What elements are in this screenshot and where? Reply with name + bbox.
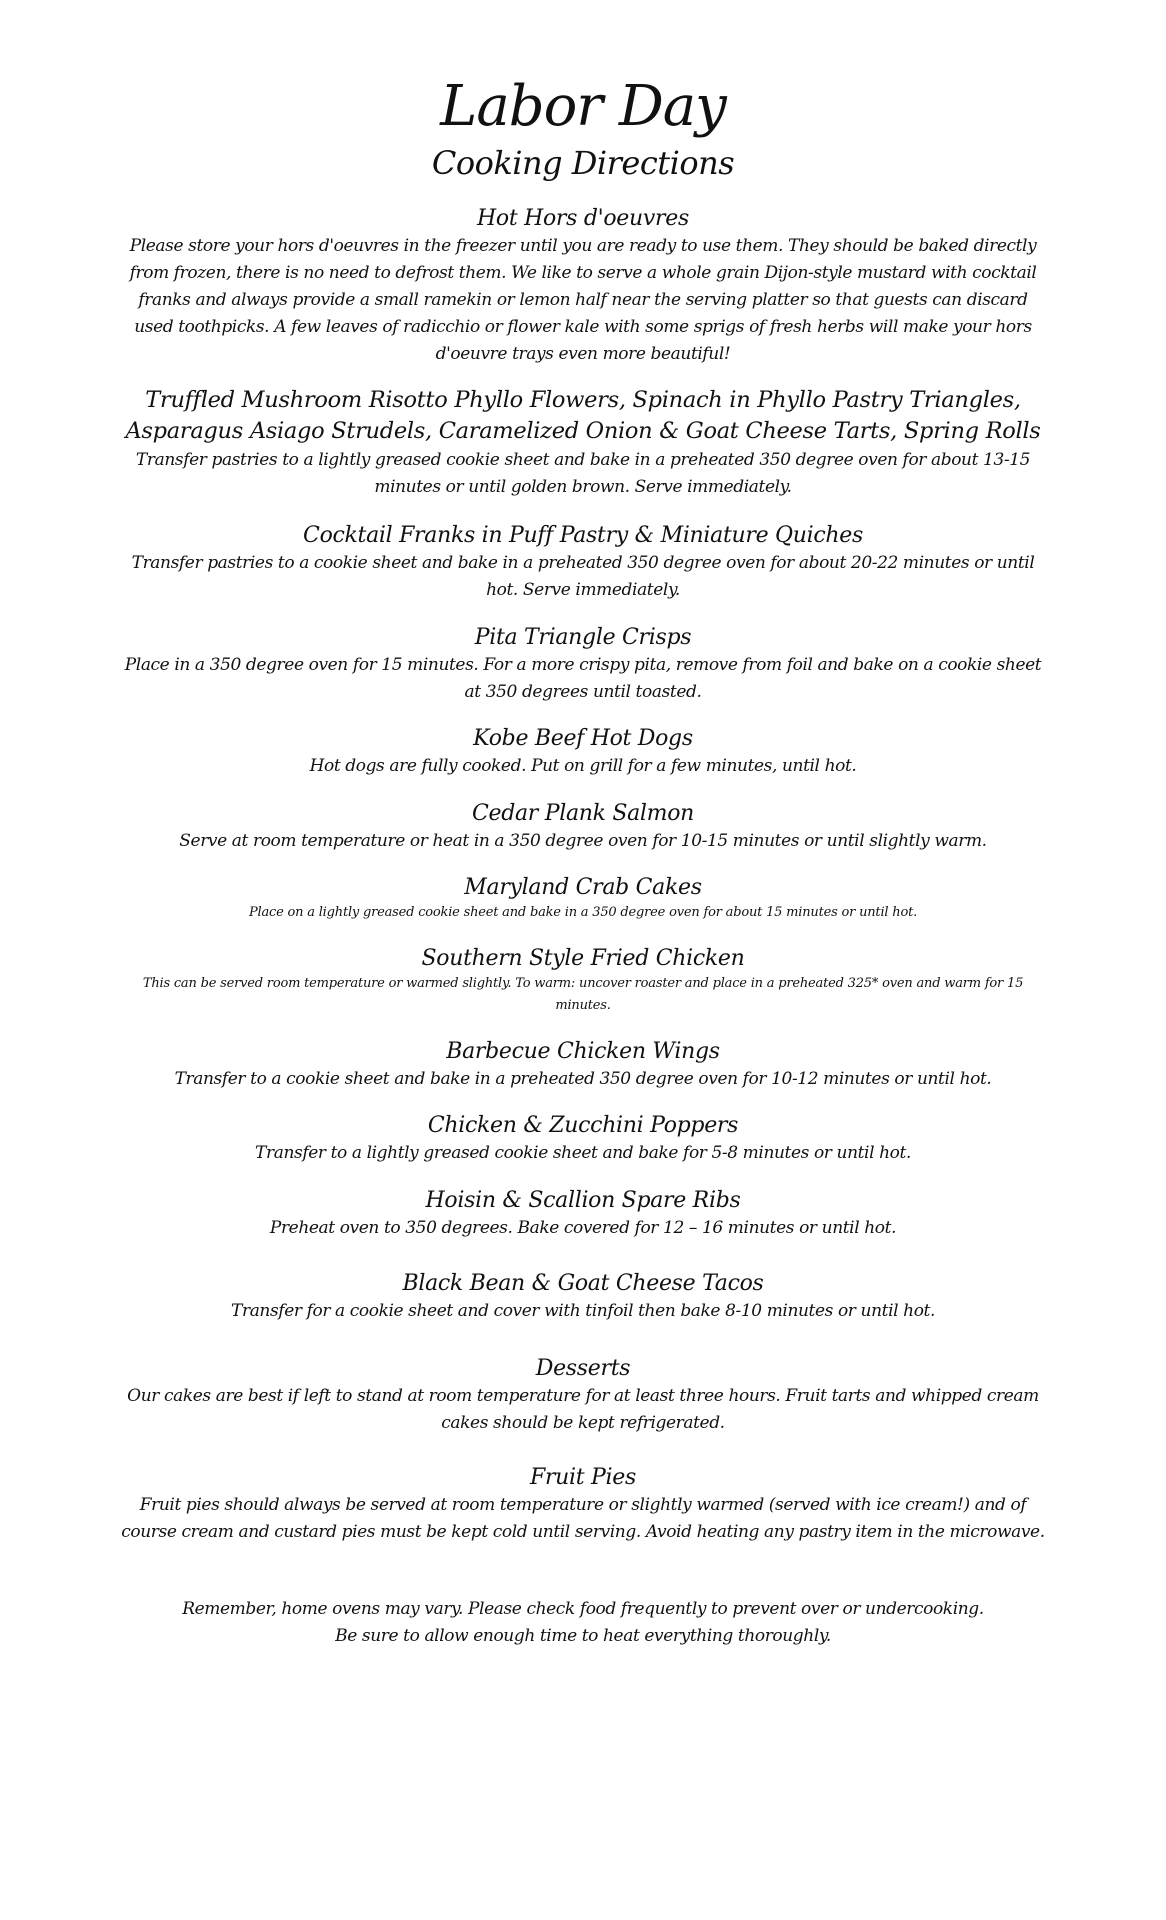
section-pita-crisps [120,624,1046,706]
footer-note [150,1596,1016,1650]
section-hot-hors-doeuvres [120,205,1046,368]
section-pastries [120,385,1046,501]
section-kobe-hot-dogs [120,725,1046,780]
section-heading: Desserts [535,1356,631,1381]
section-text: Place on a lightly greased cookie sheet and bake in a 350 degree oven for about 15 minutes or until hot. [248,905,918,920]
section-cedar-salmon [120,800,1046,855]
section-heading: Hoisin & Scallion Spare Ribs [425,1188,741,1213]
page-subtitle: Cooking Directions [431,144,735,182]
section-zucchini-poppers [120,1112,1046,1167]
footer-line-1: Remember, home ovens may vary. Please check food frequently to prevent over or undercooking. [182,1599,984,1619]
section-heading: Barbecue Chicken Wings [446,1039,720,1064]
section-crab-cakes [120,874,1046,924]
page-title: Labor Day [440,74,726,139]
section-text: This can be served room temperature or warmed slightly. To warm: uncover roaster and place in a preheated 325* oven and warm for 15 minutes. [142,976,1024,1013]
section-text: Please store your hors d'oeuvres in the freezer until you are ready to use them. They should be baked directly from frozen, there is no need to defrost them. We like to serve a whole grain Dijon-style mustard with cocktail franks and always provide a small ramekin or lemon half near the serving platter so that guests can discard used toothpicks. A few leaves of radicchio or flower kale with some sprigs of fresh herbs will make your hors d'oeuvre trays even more beautiful! [129,236,1037,364]
section-text: Transfer pastries to a lightly greased cookie sheet and bake in a preheated 350 degree oven for about 13-15 minutes or until golden brown. Serve immediately. [135,450,1031,497]
section-text: Hot dogs are fully cooked. Put on grill for a few minutes, until hot. [309,756,857,776]
section-text: Transfer to a lightly greased cookie sheet and bake for 5-8 minutes or until hot. [255,1143,911,1163]
section-heading: Fruit Pies [530,1465,636,1490]
section-spare-ribs [120,1187,1046,1242]
section-text: Place in a 350 degree oven for 15 minutes. For a more crispy pita, remove from foil and bake on a cookie sheet at 350 degrees until toasted. [124,655,1042,702]
section-text: Our cakes are best if left to stand at room temperature for at least three hours. Fruit tarts and whipped cream cakes should be kept refrigerated. [127,1386,1039,1433]
section-text: Transfer to a cookie sheet and bake in a preheated 350 degree oven for 10-12 minutes or until hot. [174,1069,992,1089]
section-heading: Southern Style Fried Chicken [421,946,745,971]
section-heading: Black Bean & Goat Cheese Tacos [402,1271,764,1296]
section-chicken-wings [120,1038,1046,1093]
section-heading: Pita Triangle Crisps [474,625,692,650]
footer-line-2: Be sure to allow enough time to heat everything thoroughly. [335,1626,831,1646]
section-heading: Hot Hors d'oeuvres [477,206,689,231]
section-heading: Cedar Plank Salmon [471,801,695,826]
section-text: Transfer pastries to a cookie sheet and bake in a preheated 350 degree oven for about 20-22 minutes or until hot. Serve immediately. [131,553,1035,600]
section-cocktail-franks [120,522,1046,604]
section-heading: Chicken & Zucchini Poppers [427,1113,739,1138]
section-heading: Kobe Beef Hot Dogs [473,726,693,751]
section-text: Serve at room temperature or heat in a 350 degree oven for 10-15 minutes or until slightly warm. [179,831,987,851]
section-fruit-pies [120,1464,1046,1546]
section-tacos [120,1270,1046,1325]
section-text: Transfer for a cookie sheet and cover with tinfoil then bake 8-10 minutes or until hot. [231,1301,935,1321]
section-desserts [120,1355,1046,1437]
section-heading: Truffled Mushroom Risotto Phyllo Flowers, Spinach in Phyllo Pastry Triangles, Asparagus Asiago Strudels, Caramelized Onion & Goat Cheese Tarts, Spring Rolls [125,387,1041,444]
section-heading: Cocktail Franks in Puff Pastry & Miniature Quiches [303,523,863,548]
section-fried-chicken [120,945,1046,1017]
section-text: Fruit pies should always be served at room temperature or slightly warmed (served with ice cream!) and of course cream and custard pies must be kept cold until serving. Avoid heating any pastry item in the microwave. [121,1495,1045,1542]
section-text: Preheat oven to 350 degrees. Bake covered for 12 – 16 minutes or until hot. [269,1218,897,1238]
section-heading: Maryland Crab Cakes [464,875,702,900]
